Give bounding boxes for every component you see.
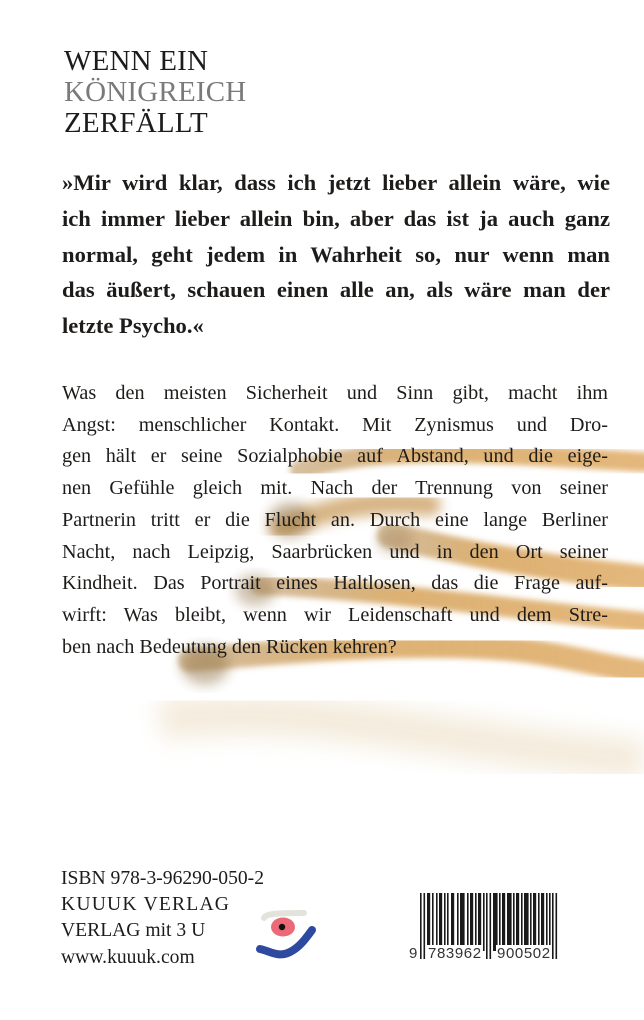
pull-quote bbox=[62, 165, 610, 344]
imprint-block bbox=[61, 866, 264, 971]
publisher-name: KUUUK VERLAG bbox=[61, 894, 231, 916]
quote-line: letzte Psycho.« bbox=[62, 313, 204, 339]
quote-line: »Mir wird klar, dass ich jetzt lieber allein wäre, wie bbox=[62, 170, 610, 195]
book-title bbox=[64, 46, 246, 139]
description-line: Partnerin tritt er die Flucht an. Durch eine lange Berliner bbox=[62, 508, 608, 531]
eye-logo-icon bbox=[254, 900, 324, 962]
publisher-tagline: VERLAG mit 3 U bbox=[61, 920, 206, 942]
barcode-group-2: 900502 bbox=[497, 945, 551, 962]
publisher-website[interactable]: www.kuuuk.com bbox=[61, 946, 195, 968]
isbn-barcode bbox=[405, 885, 565, 965]
description-line: nen Gefühle gleich mit. Nach der Trennung von seiner bbox=[62, 477, 608, 500]
quote-line: das äußert, schauen einen alle an, als wäre man der bbox=[62, 277, 610, 303]
book-description bbox=[62, 378, 608, 663]
title-line: ZERFÄLLT bbox=[64, 107, 208, 139]
barcode-group-1: 783962 bbox=[428, 945, 482, 962]
quote-line: ich immer lieber allein bin, aber das ist ja auch ganz bbox=[62, 205, 610, 231]
title-line: WENN EIN bbox=[64, 45, 209, 77]
description-line: Angst: menschlicher Kontakt. Mit Zynismus und Dro- bbox=[62, 413, 608, 436]
isbn-text: ISBN 978-3-96290-050-2 bbox=[61, 868, 264, 889]
description-line: ben nach Bedeutung den Rücken kehren? bbox=[62, 635, 397, 658]
description-line: Nacht, nach Leipzig, Saarbrücken und in den Ort seiner bbox=[62, 540, 608, 563]
description-line: Was den meisten Sicherheit und Sinn gibt, macht ihm bbox=[62, 382, 608, 404]
quote-line: normal, geht jedem in Wahrheit so, nur wenn man bbox=[62, 241, 610, 267]
description-line: Kindheit. Das Portrait eines Haltlosen, das die Frage auf- bbox=[62, 572, 608, 595]
barcode-lead-digit: 9 bbox=[409, 945, 418, 962]
description-line: gen hält er seine Sozialphobie auf Abstand, und die eige- bbox=[62, 445, 608, 468]
description-line: wirft: Was bleibt, wenn wir Leidenschaft und dem Stre- bbox=[62, 603, 608, 626]
title-line: KÖNIGREICH bbox=[64, 76, 247, 108]
